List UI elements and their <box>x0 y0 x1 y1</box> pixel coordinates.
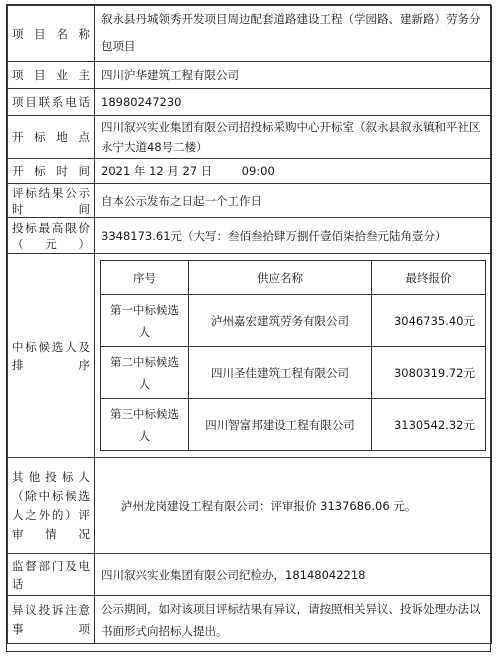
table-row <box>101 295 486 347</box>
row-time <box>8 159 492 184</box>
value-location: 四川叙兴实业集团有限公司招投标采购中心开标室（叙永县叙永镇和平社区永宁大道48号二楼） <box>95 116 492 159</box>
label-others: 其他投标人（除中标候选人之外的）评审情况 <box>8 458 95 554</box>
row-supervisor <box>8 554 492 596</box>
candidate-supplier: 泸州嘉宏建筑劳务有限公司 <box>189 295 372 347</box>
row-phone <box>8 89 492 116</box>
header-rank: 序号 <box>101 261 189 295</box>
value-time <box>95 159 492 184</box>
value-owner: 四川沪华建筑工程有限公司 <box>95 62 492 89</box>
value-phone: 18980247230 <box>95 89 492 116</box>
time-date: 2021 年 12 月 27 日 <box>101 164 213 178</box>
header-price: 最终报价 <box>372 261 486 295</box>
candidate-supplier: 四川智富邦建设工程有限公司 <box>189 399 372 451</box>
value-supervisor: 四川叙兴实业集团有限公司纪检办，18148042218 <box>95 554 492 596</box>
table-row <box>101 347 486 399</box>
value-objection: 公示期间，如对该项目评标结果有异议，请按照相关异议、投诉处理办法以书面形式向招标人提出。 <box>95 596 492 644</box>
label-announce: 评标结果公示时间 <box>8 184 95 218</box>
label-max-price: 投标最高限价（元） <box>8 218 95 254</box>
label-time: 开标时间 <box>8 159 95 184</box>
label-objection: 异议投诉注意事项 <box>8 596 95 644</box>
result-table-frame <box>6 4 491 652</box>
row-candidates <box>8 254 492 458</box>
value-announce: 自本公示发布之日起一个工作日 <box>95 184 492 218</box>
header-supplier: 供应名称 <box>189 261 372 295</box>
label-phone: 项目联系电话 <box>8 89 95 116</box>
value-project-name: 叙永县丹城领秀开发项目周边配套道路建设工程（学园路、建新路）劳务分包项目 <box>95 6 492 62</box>
row-project-name <box>8 6 492 62</box>
candidate-price: 3130542.32元 <box>372 399 486 451</box>
row-objection <box>8 596 492 644</box>
label-location: 开标地点 <box>8 116 95 159</box>
candidate-rank: 第一中标候选人 <box>101 295 189 347</box>
label-project-name: 项目名称 <box>8 6 95 62</box>
row-owner <box>8 62 492 89</box>
row-others <box>8 458 492 554</box>
value-others: 泸州龙岗建设工程有限公司：评审报价 3137686.06 元。 <box>95 458 492 554</box>
row-announce <box>8 184 492 218</box>
candidate-price: 3080319.72元 <box>372 347 486 399</box>
label-supervisor: 监督部门及电话 <box>8 554 95 596</box>
row-max-price <box>8 218 492 254</box>
label-candidates: 中标候选人及排序 <box>8 254 95 458</box>
candidates-table <box>100 260 486 451</box>
bid-result-table <box>7 5 492 644</box>
candidate-rank: 第三中标候选人 <box>101 399 189 451</box>
value-max-price: 3348173.61元（大写：叁佰叁拾肆万捌仟壹佰柒拾叁元陆角壹分） <box>95 218 492 254</box>
label-owner: 项目业主 <box>8 62 95 89</box>
table-row <box>101 399 486 451</box>
candidate-rank: 第二中标候选人 <box>101 347 189 399</box>
candidate-price: 3046735.40元 <box>372 295 486 347</box>
row-location <box>8 116 492 159</box>
time-clock: 09:00 <box>241 164 275 178</box>
candidate-supplier: 四川圣佳建筑工程有限公司 <box>189 347 372 399</box>
candidates-header <box>101 261 486 295</box>
